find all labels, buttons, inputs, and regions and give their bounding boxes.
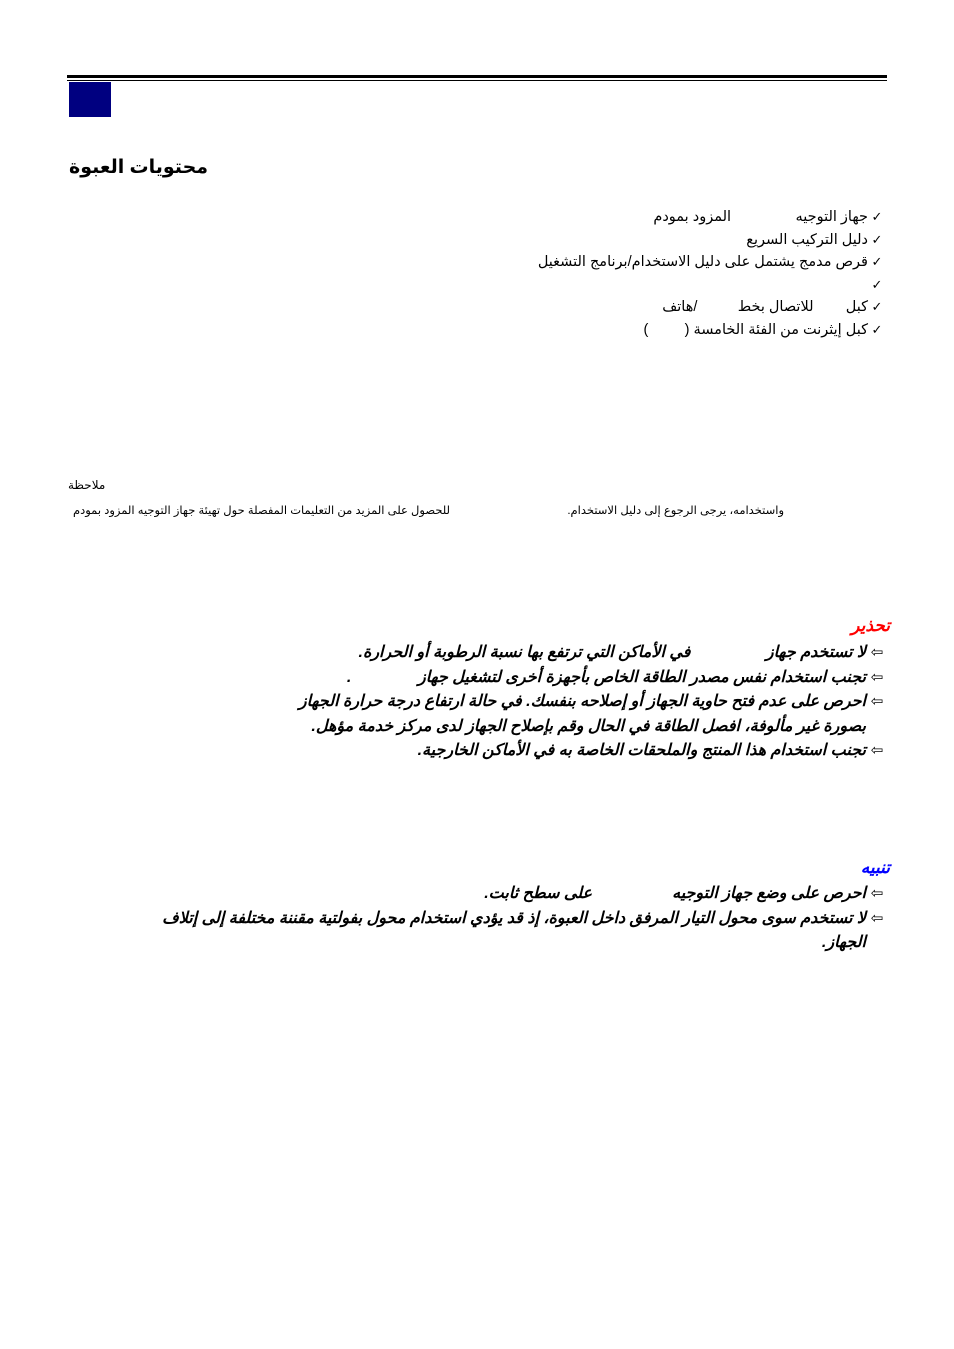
arrow-left-icon: ⇦ <box>870 644 884 661</box>
caution-item: ⇦احرص على وضع جهاز التوجيه على سطح ثابت. <box>162 882 888 907</box>
section-title: محتويات العبوة <box>69 157 209 178</box>
list-item: ✓قرص مدمج يشتمل على دليل الاستخدام/برنامج التشغيل <box>386 251 886 274</box>
caution-title: تنبيه <box>860 858 890 877</box>
check-icon: ✓ <box>871 321 883 337</box>
caution-list <box>162 882 888 956</box>
list-item: ✓دليل التركيب السريع <box>386 229 886 252</box>
check-icon: ✓ <box>871 231 883 247</box>
warning-list <box>299 641 888 764</box>
warning-item: ⇦تجنب استخدام هذا المنتج والملحقات الخاصة به في الأماكن الخارجية. <box>299 739 888 764</box>
check-icon: ✓ <box>871 254 883 269</box>
arrow-left-icon: ⇦ <box>870 885 884 902</box>
list-item <box>386 274 886 297</box>
list-item: ✓كبل للاتصال بخط /هاتف <box>386 296 886 319</box>
check-icon: ✓ <box>871 276 883 292</box>
list-item: ✓جهاز التوجيه المزود بمودم <box>386 206 886 229</box>
warning-item: ⇦لا تستخدم جهاز في الأماكن التي ترتفع بها نسبة الرطوبة أو الحرارة. <box>299 641 888 666</box>
arrow-left-icon: ⇦ <box>870 909 884 927</box>
warning-item: ⇦احرص على عدم فتح حاوية الجهاز أو إصلاحه بنفسك. في حالة ارتفاع درجة حرارة الجهاز <box>299 690 888 715</box>
warning-item-continuation: بصورة غير مألوفة، افصل الطاقة في الحال وقم بإصلاح الجهاز لدى مركز خدمة مؤهل. <box>311 717 866 735</box>
arrow-left-icon: ⇦ <box>870 668 884 686</box>
check-icon: ✓ <box>871 299 883 314</box>
warning-title: تحذير <box>851 616 890 635</box>
package-contents-list <box>386 206 886 341</box>
caution-item-continuation: الجهاز. <box>821 934 866 951</box>
check-icon: ✓ <box>871 209 883 224</box>
note-text-part2: للحصول على المزيد من التعليمات المفصلة حول تهيئة جهاز التوجيه المزود بمودم <box>73 505 451 517</box>
note-text-part1: واستخدامه، يرجى الرجوع إلى دليل الاستخدام. <box>567 505 784 517</box>
warning-item: ⇦تجنب استخدام نفس مصدر الطاقة الخاص بأجهزة أخرى لتشغيل جهاز . <box>299 666 888 691</box>
header-rule-thin <box>67 80 887 81</box>
note-label: ملاحظة <box>68 478 106 492</box>
arrow-left-icon: ⇦ <box>870 693 884 710</box>
arrow-left-icon: ⇦ <box>870 742 884 759</box>
list-item: ✓كبل إيثرنت من الفئة الخامسة ( ) <box>386 319 886 342</box>
header-rule-thick <box>67 75 887 78</box>
chapter-marker-box <box>69 82 111 117</box>
caution-item: ⇦لا تستخدم سوى محول التيار المرفق داخل العبوة، إذ قد يؤدي استخدام محول بفولتية مقننة مختلفة إلى إتلاف <box>162 907 888 932</box>
